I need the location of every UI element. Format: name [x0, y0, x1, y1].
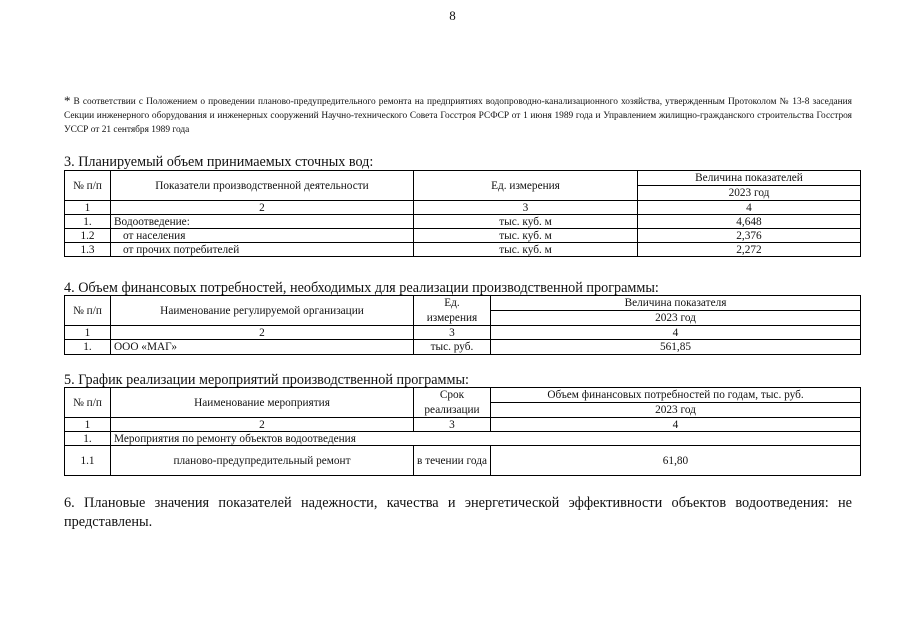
schedule-table: [64, 387, 861, 476]
table-row: [65, 243, 861, 257]
column-number-row: [65, 326, 861, 340]
header-value: Величина показателя: [491, 296, 861, 311]
col-number: 1: [65, 201, 111, 215]
header-year: 2023 год: [491, 311, 861, 326]
row-num: 1.1: [65, 446, 111, 476]
financial-needs-table: [64, 295, 861, 355]
row-unit: тыс. руб.: [414, 340, 491, 355]
row-value: 2,272: [638, 243, 861, 257]
header-term-line1: Срок: [414, 388, 491, 403]
row-name: от населения: [111, 229, 414, 243]
row-term: в течении года: [414, 446, 491, 476]
table-row: [65, 229, 861, 243]
row-unit: тыс. куб. м: [414, 243, 638, 257]
col-number: 2: [111, 201, 414, 215]
header-indicator: Показатели производственной деятельности: [111, 171, 414, 201]
col-number: 2: [111, 418, 414, 432]
row-name: Мероприятия по ремонту объектов водоотведения: [111, 432, 861, 446]
header-num: № п/п: [65, 171, 111, 201]
column-number-row: [65, 418, 861, 432]
group-row: [65, 432, 861, 446]
col-number: 4: [638, 201, 861, 215]
header-year: 2023 год: [638, 186, 861, 201]
row-num: 1.2: [65, 229, 111, 243]
header-value: Объем финансовых потребностей по годам, тыс. руб.: [491, 388, 861, 403]
header-value: Величина показателей: [638, 171, 861, 186]
row-num: 1.: [65, 215, 111, 229]
row-value: 561,85: [491, 340, 861, 355]
header-term-line2: реализации: [414, 403, 491, 418]
section5-title: 5. График реализации мероприятий производственной программы:: [64, 372, 469, 388]
col-number: 3: [414, 418, 491, 432]
col-number: 1: [65, 326, 111, 340]
row-unit: тыс. куб. м: [414, 215, 638, 229]
table-row: [65, 340, 861, 355]
header-event: Наименование мероприятия: [111, 388, 414, 418]
section4-title: 4. Объем финансовых потребностей, необходимых для реализации производственной программы:: [64, 280, 659, 296]
col-number: 3: [414, 326, 491, 340]
row-num: 1.: [65, 432, 111, 446]
header-num: № п/п: [65, 388, 111, 418]
footnote: [64, 94, 852, 137]
column-number-row: [65, 201, 861, 215]
row-name: ООО «МАГ»: [111, 340, 414, 355]
row-unit: тыс. куб. м: [414, 229, 638, 243]
wastewater-volume-table: [64, 170, 861, 257]
section6-text: 6. Плановые значения показателей надежности, качества и энергетической эффективности объектов водоотведения: не представлены.: [64, 495, 852, 530]
row-value: 4,648: [638, 215, 861, 229]
col-number: 1: [65, 418, 111, 432]
page-number: 8: [449, 8, 456, 23]
row-name: Водоотведение:: [111, 215, 414, 229]
footnote-marker: *: [64, 93, 71, 108]
header-unit-line2: измерения: [414, 311, 491, 326]
col-number: 4: [491, 326, 861, 340]
row-num: 1.3: [65, 243, 111, 257]
header-year: 2023 год: [491, 403, 861, 418]
header-org: Наименование регулируемой организации: [111, 296, 414, 326]
col-number: 3: [414, 201, 638, 215]
col-number: 2: [111, 326, 414, 340]
header-unit-line1: Ед.: [414, 296, 491, 311]
row-value: 61,80: [491, 446, 861, 476]
col-number: 4: [491, 418, 861, 432]
table-row: [65, 215, 861, 229]
section3-title: 3. Планируемый объем принимаемых сточных вод:: [64, 154, 374, 170]
row-name: планово-предупредительный ремонт: [111, 446, 414, 476]
row-value: 2,376: [638, 229, 861, 243]
table-row: [65, 446, 861, 476]
row-num: 1.: [65, 340, 111, 355]
header-unit: Ед. измерения: [414, 171, 638, 201]
header-num: № п/п: [65, 296, 111, 326]
footnote-text: В соответствии с Положением о проведении планово-предупредительного ремонта на предприятиях водопроводно-канализационного хозяйства, утвержденным Протоколом № 13-8 заседания Секции инженерного оборудования и инженерных сооружений Научно-технического Совета Госстроя РСФСР от 1 июня 1989 года и Управлением жилищно-гражданского строительства Госстроя УССР от 21 сентября 1989 года: [64, 97, 852, 135]
row-name: от прочих потребителей: [111, 243, 414, 257]
